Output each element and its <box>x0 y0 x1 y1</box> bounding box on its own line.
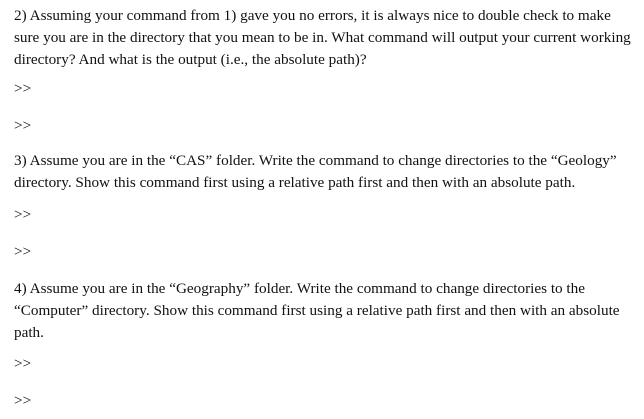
question-2-answer-prompt-2: >> <box>14 117 32 134</box>
question-3-answer-prompt-2: >> <box>14 243 32 260</box>
question-3-answer-prompt-1: >> <box>14 206 32 223</box>
question-4-answer-prompt-1: >> <box>14 355 32 372</box>
question-3-text: 3) Assume you are in the “CAS” folder. Write the command to change directories to the “Geology” directory. Show this command first using a relative path first and then with an absolute path. <box>14 152 617 191</box>
question-4-answer-prompt-2: >> <box>14 392 32 409</box>
question-2-text: 2) Assuming your command from 1) gave you no errors, it is always nice to double check to make sure you are in the directory that you mean to be in. What command will output your current working directory? And what is the output (i.e., the absolute path)? <box>14 7 631 68</box>
question-4-text: 4) Assume you are in the “Geography” folder. Write the command to change directories to the “Computer” directory. Show this command first using a relative path first and then with an absolute path. <box>14 280 620 341</box>
question-2-answer-prompt-1: >> <box>14 80 32 97</box>
